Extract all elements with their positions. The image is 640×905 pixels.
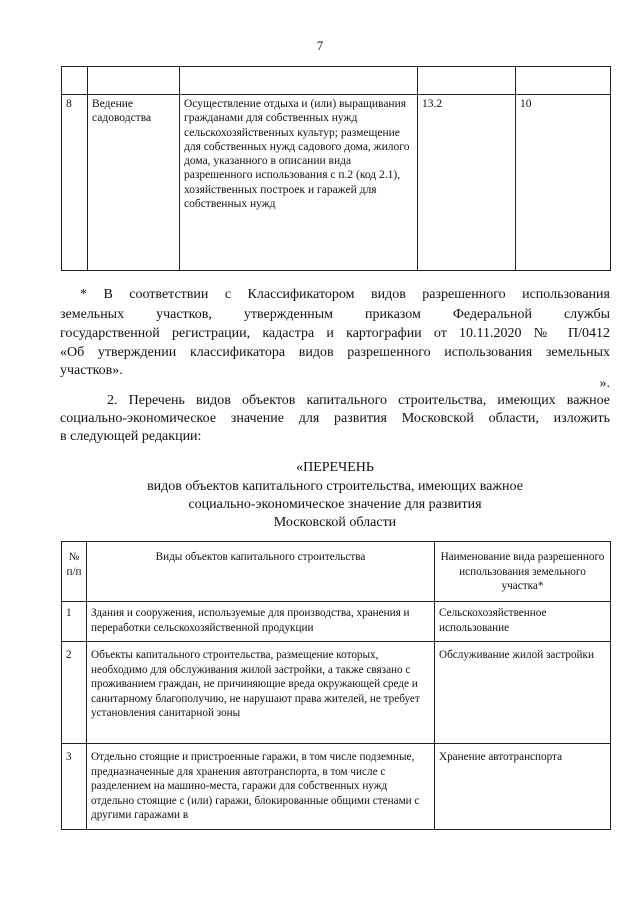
row-number: 2 [62, 642, 87, 744]
table-cell [418, 67, 516, 95]
row-land-use: Обслуживание жилой застройки [435, 642, 611, 744]
table-header-row [62, 542, 611, 602]
footnote-line: участков». [60, 363, 123, 378]
row-number: 3 [62, 744, 87, 830]
row-number: 1 [62, 602, 87, 642]
paragraph-line: социально-экономическое значение для развития Московской области, изложить [60, 411, 610, 426]
row-code: 13.2 [418, 95, 516, 271]
row-type: Здания и сооружения, используемые для производства, хранения и переработки сельскохозяйственной продукции [87, 602, 435, 642]
footnote-line: земельных участков, утвержденным приказом Федеральной службы [60, 307, 610, 322]
table-cell [180, 67, 418, 95]
heading-line: «ПЕРЕЧЕНЬ [296, 460, 374, 475]
row-type: Отдельно стоящие и пристроенные гаражи, в том числе подземные, предназначенные для хранения автотранспорта, в том числе с разделением на машино-места, гаражи для собственных нужд отдельно стоящие с (или) гаражи, блокированные общими стенами с другими гаражами в [87, 744, 435, 830]
table-row [62, 744, 611, 830]
header-land-use: Наименование вида разрешенного использования земельного участка* [435, 542, 611, 602]
footnote-line: * В соответствии с Классификатором видов разрешенного использования [80, 287, 610, 302]
paragraph-line: 2. Перечень видов объектов капитального строительства, имеющих важное [107, 393, 610, 408]
closing-quote: ». [599, 376, 610, 391]
land-use-table-continued [61, 66, 611, 271]
page-number: 7 [316, 38, 324, 53]
heading-line: видов объектов капитального строительства, имеющих важное [147, 479, 523, 494]
capital-construction-table [61, 541, 611, 830]
footnote-line: государственной регистрации, кадастра и картографии от 10.11.2020 № П/0412 [60, 326, 610, 341]
header-num: № п/п [62, 542, 87, 602]
row-name: Ведение садоводства [88, 95, 180, 271]
table-row-empty [62, 67, 611, 95]
table-row [62, 95, 611, 271]
table-cell [62, 67, 88, 95]
row-land-use: Хранение автотранспорта [435, 744, 611, 830]
row-value: 10 [516, 95, 611, 271]
row-number: 8 [62, 95, 88, 271]
table-row [62, 642, 611, 744]
header-type: Виды объектов капитального строительства [87, 542, 435, 602]
paragraph-line: в следующей редакции: [60, 429, 202, 444]
footnote-line: «Об утверждении классификатора видов разрешенного использования земельных [60, 345, 610, 360]
row-type: Объекты капитального строительства, размещение которых, необходимо для обслуживания жилой застройки, а также связано с проживанием граждан, не причиняющие вреда окружающей среде и санитарному благополучию, не нарушают права жителей, не требует установления санитарной зоны [87, 642, 435, 744]
table-cell [516, 67, 611, 95]
row-land-use: Сельскохозяйственное использование [435, 602, 611, 642]
row-description: Осуществление отдыха и (или) выращивания гражданами для собственных нужд сельскохозяйственных культур; размещение для собственных нужд садового дома, жилого дома, указанного в описании вида разрешенного использования с п.2 (код 2.1), хозяйственных построек и гаражей для собственных нужд [180, 95, 418, 271]
heading-line: Московской области [273, 515, 397, 530]
table-cell [88, 67, 180, 95]
heading-line: социально-экономическое значение для развития [188, 497, 482, 512]
table-row [62, 602, 611, 642]
